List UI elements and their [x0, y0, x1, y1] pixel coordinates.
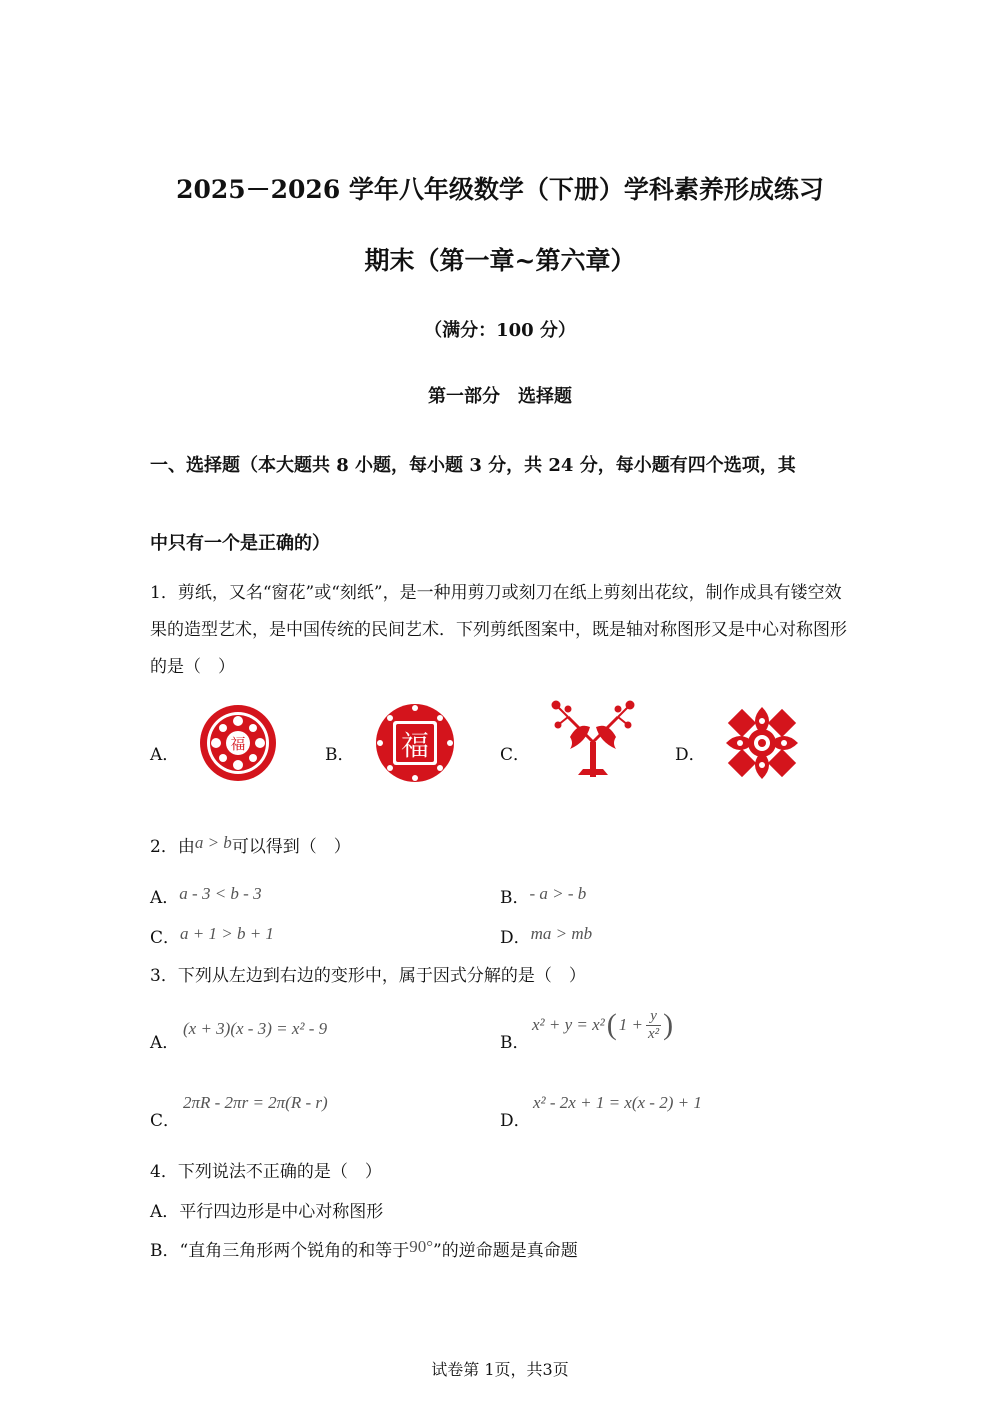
section-heading-line1: 一、选择题（本大题共 8 小题，每小题 3 分，共 24 分，每小题有四个选项，其: [150, 455, 796, 476]
left-paren-icon: (: [606, 1008, 617, 1041]
q3-option-a-math: (x + 3)(x - 3) = x² - 9: [183, 1019, 328, 1038]
papercut-fu-square-image: [374, 702, 456, 784]
q4-option-b-label: B．: [150, 1241, 180, 1261]
q4-option-a: [150, 1197, 383, 1222]
papercut-flower-image: [724, 705, 800, 781]
fraction-numerator: y: [650, 1007, 657, 1024]
q2-option-a: [150, 883, 262, 908]
section-heading-line2: 中只有一个是正确的）: [150, 533, 330, 554]
right-paren-icon: ): [663, 1008, 674, 1041]
q4-option-a-label: A．: [150, 1202, 180, 1222]
q3-stem: 3．下列从左边到右边的变形中，属于因式分解的是（ ）: [150, 966, 586, 986]
q2-option-d-math: ma > mb: [530, 924, 593, 943]
q2-stem: [150, 832, 351, 857]
q3-option-b-fraction: [646, 1008, 661, 1043]
q3-option-b-lhs: x² + y = x²: [532, 1015, 605, 1034]
svg-text:福: 福: [400, 729, 430, 762]
q1-option-a-label: A．: [150, 745, 180, 765]
q3-option-b-math: [532, 1003, 673, 1047]
q3-option-c-label: C．: [150, 1111, 181, 1131]
q3-option-d-math: x² - 2x + 1 = x(x - 2) + 1: [533, 1093, 702, 1112]
q4-option-b: [150, 1236, 578, 1261]
q2-option-a-label: A．: [150, 888, 180, 908]
q2-stem-math: a > b: [194, 833, 232, 852]
full-score: （满分：100 分）: [424, 320, 576, 341]
q1-option-b-label: B．: [325, 745, 355, 765]
exam-title-line2: 期末（第一章~第六章）: [364, 246, 636, 275]
papercut-birds-image: [548, 697, 638, 779]
papercut-fu-round-image: [198, 703, 278, 783]
q2-option-b-math: - a > - b: [529, 884, 587, 903]
page-footer: 试卷第 1页，共3页: [431, 1360, 569, 1379]
exam-title-line1: 2025－2026 学年八年级数学（下册）学科素养形成练习: [176, 175, 824, 204]
q2-option-c: [150, 923, 274, 948]
q3-option-b-label: B．: [500, 1033, 530, 1053]
q3-option-b-one: 1 +: [618, 1015, 644, 1034]
q2-stem-suffix: 可以得到（ ）: [231, 837, 351, 857]
part-heading: 第一部分 选择题: [428, 386, 572, 407]
q2-option-b-label: B．: [500, 888, 530, 908]
fraction-denominator: x²: [648, 1025, 660, 1042]
q4-stem: 4．下列说法不正确的是（ ）: [150, 1162, 382, 1182]
q4-option-a-text: 平行四边形是中心对称图形: [179, 1202, 384, 1222]
q2-stem-prefix: 2．由: [150, 837, 195, 857]
q3-option-c-math: 2πR - 2πr = 2π(R - r): [183, 1093, 328, 1112]
q3-option-d-label: D．: [500, 1111, 531, 1131]
svg-text:福: 福: [230, 735, 246, 753]
q2-option-a-math: a - 3 < b - 3: [179, 884, 262, 903]
q4-option-b-text-prefix: “直角三角形两个锐角的和等于: [179, 1241, 410, 1261]
q1-stem: 1．剪纸，又名“窗花”或“刻纸”，是一种用剪刀或刻刀在纸上剪刻出花纹，制作成具有镂空效果的造型艺术，是中国传统的民间艺术．下列剪纸图案中，既是轴对称图形又是中心对称图形的是（ ）: [150, 583, 847, 677]
q1-option-c-label: C．: [500, 745, 531, 765]
q4-option-b-text-suffix: ”的逆命题是真命题: [433, 1241, 578, 1261]
q4-option-b-math: 90°: [409, 1237, 434, 1256]
q2-option-b: [500, 883, 586, 908]
q1-option-d-label: D．: [675, 745, 706, 765]
q2-option-d: [500, 923, 592, 948]
q2-option-d-label: D．: [500, 928, 531, 948]
q2-option-c-label: C．: [150, 928, 181, 948]
q3-option-a-label: A．: [150, 1033, 180, 1053]
q2-option-c-math: a + 1 > b + 1: [180, 924, 274, 943]
